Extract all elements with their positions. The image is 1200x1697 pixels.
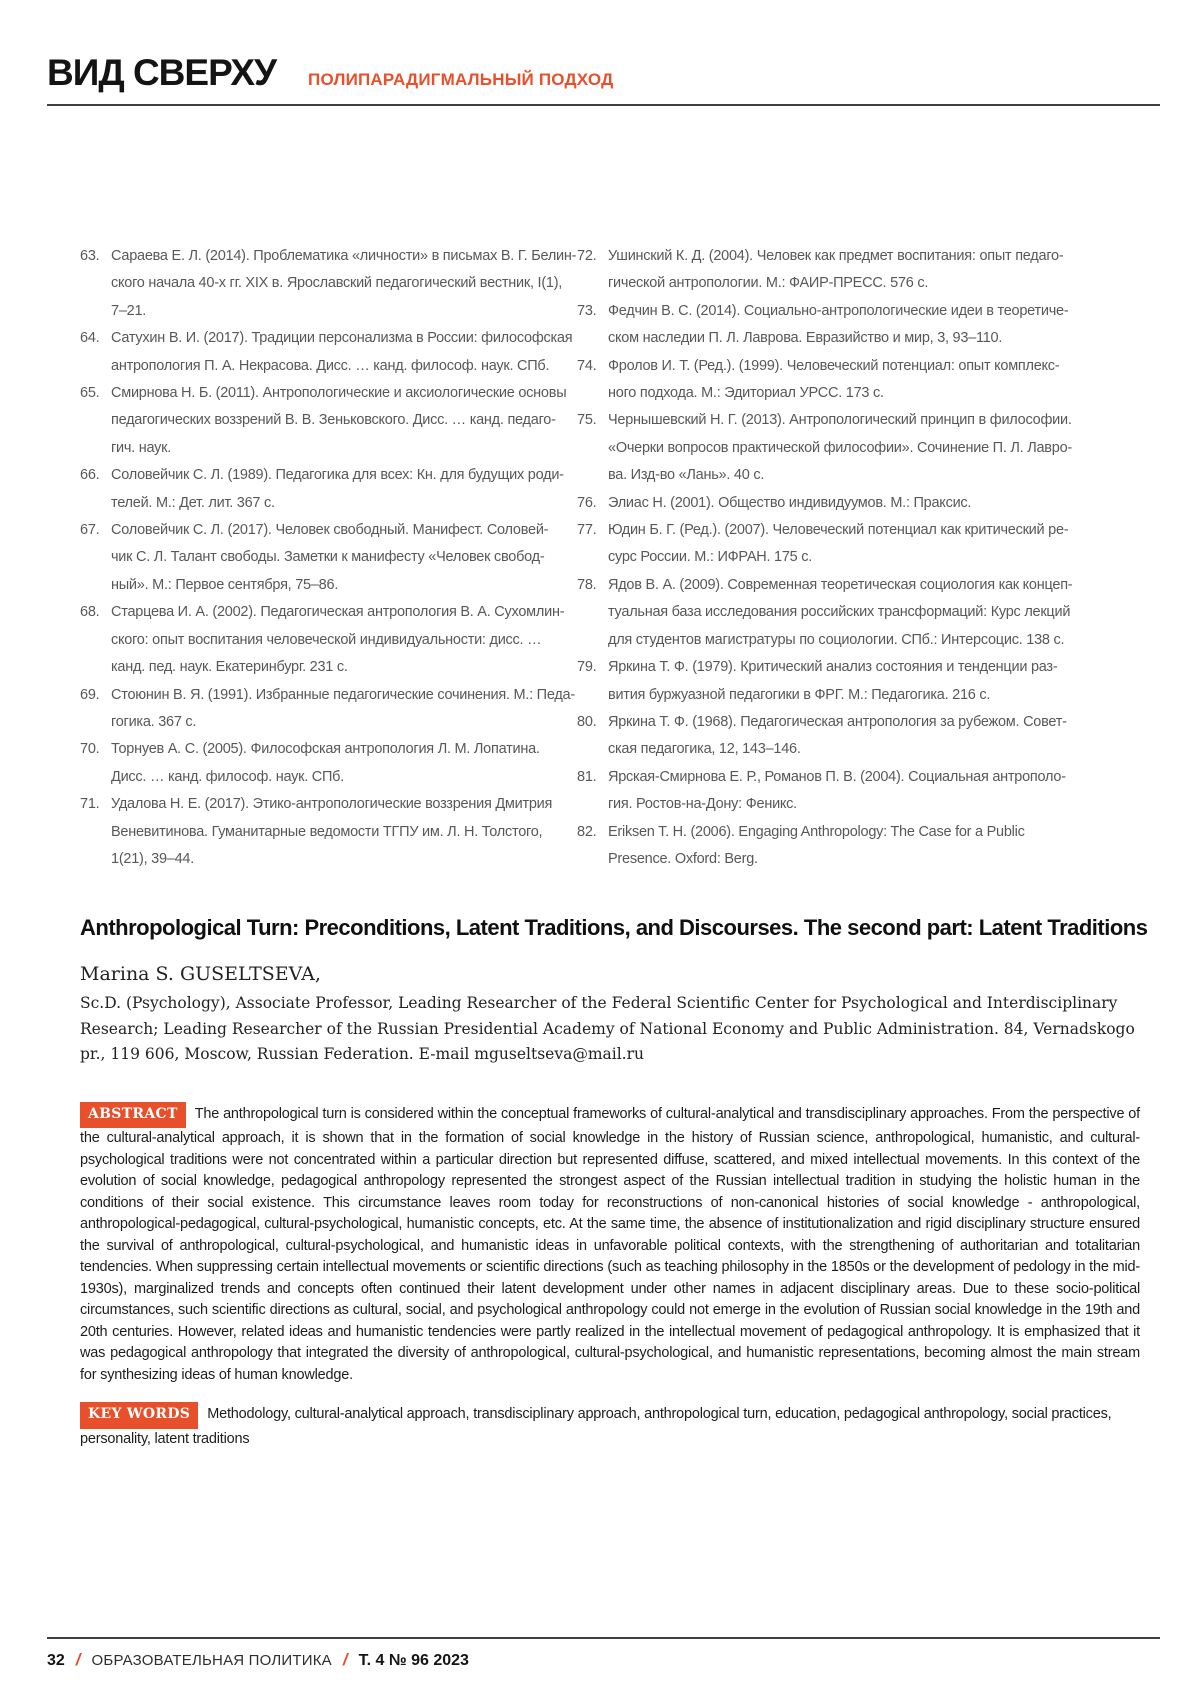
reference-item <box>80 682 575 737</box>
reference-item <box>577 654 1058 709</box>
reference-line: Смирнова Н. Б. (2011). Антропологические и аксиологические основы <box>111 385 567 402</box>
magazine-rubric-title: ВИД СВЕРХУ <box>47 52 277 93</box>
reference-line: телей. М.: Дет. лит. 367 с. <box>111 494 275 511</box>
reference-line: ный». М.: Первое сентября, 75–86. <box>111 576 339 593</box>
reference-text <box>111 325 572 380</box>
reference-number: 66. <box>80 467 100 484</box>
reference-line: ва. Изд-во «Лань». 40 с. <box>608 467 765 484</box>
reference-number: 78. <box>577 576 597 593</box>
reference-item <box>577 572 1073 654</box>
author-name: Marina S. GUSELTSEVA, <box>80 963 321 985</box>
reference-text <box>111 517 552 599</box>
abstract-text: The anthropological turn is considered within the conceptual frameworks of cultural-analytical and transdisciplinary approaches. From the perspective of the cultural-analytical approach, it is shown that in the formation of social knowledge in the history of Russian science, anthropological, humanistic, and cultural-psychological traditions were not concentrated within a particular direction but represented diffuse, scattered, and mixed intellectual movements. In this context of the evolution of social knowledge, pedagogical anthropology represented the strongest aspect of the Russian intellectual tradition in studying the holistic human in the conditions of their social existence. This circumstance leaves room today for reconstructions of non-canonical histories of social knowledge - anthropological, anthropological-pedagogical, cultural-psychological, humanistic concepts, etc. At the same time, the absence of institutionalization and rigid disciplinary structure ensured the survival of anthropological, cultural-psychological, and humanistic ideas in unfavorable political contexts, with the strengthening of authoritarian and totalitarian tendencies. When suppressing certain intellectual movements or scientific directions (such as teaching philosophy in the 1850s or the development of pedology in the mid-1930s), marginalized trends and concepts often continued their latent development under other names in adjacent disciplinary areas. Due to these socio-political circumstances, such scientific directions as cultural, social, and psychological anthropology could not emerge in the evolution of Russian social knowledge in the 19th and 20th centuries. However, related ideas and humanistic tendencies were partly realized in the intellectual movement of pedagogical anthropology. It is emphasized that it was pedagogical anthropology that integrated the diversity of anthropological, cultural-psychological, and humanistic representations, becoming almost the main stream for synthesizing ideas of human knowledge. <box>80 1105 1140 1383</box>
reference-item <box>577 819 1049 874</box>
reference-line: педагогических воззрений В. В. Зеньковского. Дисс. … канд. педаго- <box>111 412 556 429</box>
reference-number: 80. <box>577 713 597 730</box>
reference-line: ская педагогика, 12, 143–146. <box>608 741 801 758</box>
reference-item <box>577 407 1072 489</box>
reference-item <box>577 353 1060 408</box>
reference-number: 74. <box>577 357 597 374</box>
reference-number: 73. <box>577 302 597 319</box>
reference-number: 63. <box>80 248 100 264</box>
reference-item <box>80 325 573 380</box>
reference-line: ного подхода. М.: Эдиториал УРСС. 173 с. <box>608 385 884 402</box>
reference-line: Соловейчик С. Л. (1989). Педагогика для всех: Кн. для будущих роди- <box>111 467 564 484</box>
reference-line: Дисс. … канд. философ. наук. СПб. <box>111 768 344 785</box>
reference-line: Удалова Н. Е. (2017). Этико-антропологические воззрения Дмитрия <box>111 796 553 813</box>
reference-line: вития буржуазной педагогики в ФРГ. М.: Педагогика. 216 с. <box>608 686 991 703</box>
reference-item <box>577 243 1064 298</box>
reference-number: 71. <box>80 796 100 813</box>
reference-line: чик С. Л. Талант свободы. Заметки к манифесту «Человек свобод- <box>111 549 545 566</box>
reference-column-right <box>577 243 1073 873</box>
reference-item <box>577 490 1049 517</box>
reference-number: 64. <box>80 330 100 347</box>
reference-item <box>80 462 564 517</box>
reference-column-left <box>80 243 577 873</box>
reference-line: Федчин В. С. (2014). Социально-антропологические идеи в теоретиче- <box>608 302 1069 319</box>
issue-info: Т. 4 № 96 2023 <box>358 1652 469 1669</box>
reference-line: ского: опыт воспитания человеческой индивидуальности: дисс. … <box>111 631 542 648</box>
reference-line: Веневитинова. Гуманитарные ведомости ТГПУ им. Л. Н. Толстого, <box>111 823 543 840</box>
reference-text <box>111 682 575 737</box>
page-footer <box>47 1650 469 1670</box>
reference-number: 68. <box>80 604 100 621</box>
reference-text <box>608 243 1063 298</box>
reference-number: 70. <box>80 741 100 758</box>
reference-line: антропология П. А. Некрасова. Дисс. … канд. философ. наук. СПб. <box>111 357 550 374</box>
reference-line: Ярская-Смирнова Е. Р., Романов П. В. (2004). Социальная антрополо- <box>608 768 1066 785</box>
reference-number: 82. <box>577 823 597 840</box>
reference-line: ского начала 40-х гг. XIX в. Ярославский педагогический вестник, I(1), <box>111 275 563 292</box>
article-title: Anthropological Turn: Preconditions, Latent Traditions, and Discourses. The second part: Latent Traditions <box>80 915 1148 940</box>
reference-item <box>80 380 567 462</box>
reference-line: Presence. Oxford: Berg. <box>608 850 758 867</box>
reference-line: Яркина Т. Ф. (1979). Критический анализ состояния и тенденции раз- <box>608 659 1058 676</box>
reference-line: канд. пед. наук. Екатеринбург. 231 с. <box>111 659 348 676</box>
reference-line: гич. наук. <box>111 439 172 456</box>
reference-line: Элиас Н. (2001). Общество индивидуумов. М.: Праксис. <box>608 494 972 511</box>
reference-number: 76. <box>577 494 597 511</box>
article-head <box>80 915 1148 1450</box>
reference-line: гической антропологии. М.: ФАИР-ПРЕСС. 576 с. <box>608 275 929 292</box>
footer-divider <box>47 1637 1160 1639</box>
keywords-text: Methodology, cultural-analytical approach, transdisciplinary approach, anthropological turn, education, pedagogical anthropology, social practices, personality, latent traditions <box>80 1406 1112 1447</box>
reference-text <box>608 490 1049 517</box>
reference-text <box>608 654 1057 709</box>
journal-name: ОБРАЗОВАТЕЛЬНАЯ ПОЛИТИКА <box>91 1652 332 1669</box>
reference-line: для студентов магистратуры по социологии. СПб.: Интерсоцис. 138 с. <box>608 631 1065 648</box>
reference-line: «Очерки вопросов практической философии». Сочинение П. Л. Лавро- <box>608 439 1072 456</box>
abstract-paragraph <box>80 1102 1140 1387</box>
reference-text <box>111 380 566 462</box>
reference-item <box>577 764 1066 819</box>
reference-line: ском наследии П. Л. Лаврова. Евразийство и мир, 3, 93–110. <box>608 330 1003 347</box>
reference-line: 7–21. <box>111 302 147 319</box>
reference-line: 1(21), 39–44. <box>111 850 195 867</box>
author-affiliation: Sc.D. (Psychology), Associate Professor, Leading Researcher of the Federal Scientific Center for Psychological and Interdisciplinary Research; Leading Researcher of the Russian Presidential Academy of National Economy and Public Administration. 84, Vernadskogo pr., 119 606, Moscow, Russian Federation. E-mail mguseltseva@mail.ru <box>80 994 1135 1063</box>
reference-line: Чернышевский Н. Г. (2013). Антропологический принцип в философии. <box>608 412 1072 429</box>
page-number: 32 <box>47 1652 65 1669</box>
reference-number: 77. <box>577 522 597 539</box>
reference-line: Сараева Е. Л. (2014). Проблематика «личности» в письмах В. Г. Белин- <box>111 248 577 264</box>
reference-text <box>608 709 1067 764</box>
reference-text <box>111 462 564 517</box>
reference-line: Ядов В. А. (2009). Современная теоретическая социология как концеп- <box>608 576 1073 593</box>
reference-line: Яркина Т. Ф. (1968). Педагогическая антропология за рубежом. Совет- <box>608 713 1067 730</box>
reference-text <box>608 572 1072 654</box>
reference-item <box>80 243 577 325</box>
reference-item <box>80 517 552 599</box>
reference-line: Сатухин В. И. (2017). Традиции персонализма в России: философская <box>111 330 573 347</box>
reference-text <box>608 298 1068 353</box>
reference-item <box>80 599 565 681</box>
reference-line: туальная база исследования российских трансформаций: Курс лекций <box>608 604 1071 621</box>
header-divider <box>47 104 1160 106</box>
reference-line: Торнуев А. С. (2005). Философская антропология Л. М. Лопатина. <box>111 741 540 758</box>
reference-item <box>80 791 552 873</box>
reference-text <box>111 791 552 873</box>
reference-line: гогика. 367 с. <box>111 713 197 730</box>
reference-list <box>80 243 1073 873</box>
reference-line: Стоюнин В. Я. (1991). Избранные педагогические сочинения. М.: Педа- <box>111 686 575 703</box>
reference-number: 72. <box>577 248 597 264</box>
footer-separator-icon: / <box>342 1650 348 1669</box>
reference-number: 81. <box>577 768 597 785</box>
reference-item <box>577 517 1069 572</box>
page-header <box>47 52 1160 94</box>
reference-line: Старцева И. А. (2002). Педагогическая антропология В. А. Сухомлин- <box>111 604 565 621</box>
reference-text <box>111 736 552 791</box>
reference-line: Eriksen T. H. (2006). Engaging Anthropology: The Case for a Public <box>608 823 1025 840</box>
reference-number: 65. <box>80 385 100 402</box>
reference-text <box>111 599 564 681</box>
reference-text <box>608 517 1068 572</box>
reference-number: 69. <box>80 686 100 703</box>
reference-line: Юдин Б. Г. (Ред.). (2007). Человеческий потенциал как критический ре- <box>608 522 1069 539</box>
footer-separator-icon: / <box>75 1650 81 1669</box>
reference-item <box>577 709 1067 764</box>
reference-line: сурс России. М.: ИФРАН. 175 с. <box>608 549 813 566</box>
reference-text <box>608 764 1066 819</box>
keywords-paragraph <box>80 1402 1140 1450</box>
reference-text <box>608 819 1049 874</box>
abstract-label: ABSTRACT <box>80 1102 186 1129</box>
reference-line: гия. Ростов-на-Дону: Феникс. <box>608 796 797 813</box>
reference-line: Ушинский К. Д. (2004). Человек как предмет воспитания: опыт педаго- <box>608 248 1064 264</box>
reference-text <box>608 407 1072 489</box>
reference-text <box>111 243 576 325</box>
reference-line: Фролов И. Т. (Ред.). (1999). Человеческий потенциал: опыт комплекс- <box>608 357 1060 374</box>
rubric-subtitle: ПОЛИПАРАДИГМАЛЬНЫЙ ПОДХОД <box>308 70 614 89</box>
reference-text <box>608 353 1059 408</box>
reference-number: 75. <box>577 412 597 429</box>
keywords-label: KEY WORDS <box>80 1402 198 1429</box>
reference-item <box>577 298 1069 353</box>
reference-line: Соловейчик С. Л. (2017). Человек свободный. Манифест. Соловей- <box>111 522 549 539</box>
reference-number: 67. <box>80 522 100 539</box>
reference-number: 79. <box>577 659 597 676</box>
reference-item <box>80 736 552 791</box>
